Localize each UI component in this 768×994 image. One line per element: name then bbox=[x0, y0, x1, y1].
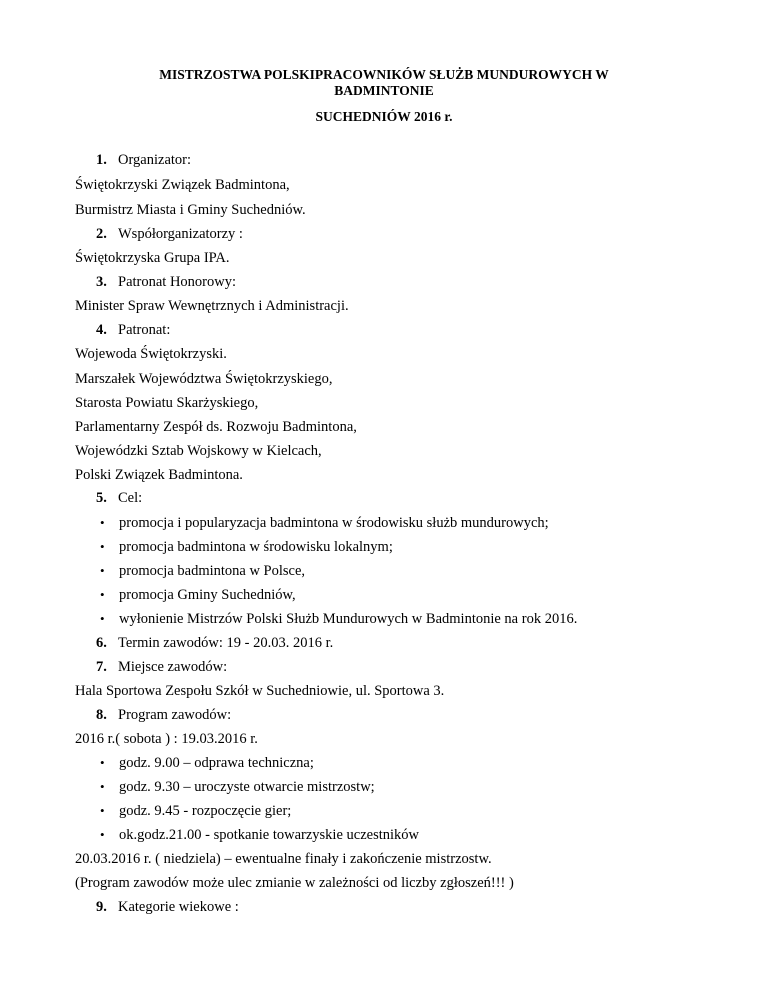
patron-line: Parlamentarny Zespół ds. Rozwoju Badmintona, bbox=[75, 419, 357, 435]
section-label: Termin zawodów: 19 - 20.03. 2016 r. bbox=[118, 635, 334, 651]
bullet-icon: • bbox=[100, 563, 105, 578]
section-label: Współorganizatorzy : bbox=[118, 226, 243, 242]
section-label: Patronat Honorowy: bbox=[118, 274, 236, 290]
section-label: Organizator: bbox=[118, 152, 192, 168]
patron-line: Wojewoda Świętokrzyski. bbox=[75, 346, 227, 362]
organizer-line: Burmistrz Miasta i Gminy Suchedniów. bbox=[75, 202, 306, 218]
section-number: 4. bbox=[96, 322, 107, 338]
program-note: (Program zawodów może ulec zmianie w zależności od liczby zgłoszeń!!! ) bbox=[75, 875, 514, 891]
program-day-2: 20.03.2016 r. ( niedziela) – ewentualne finały i zakończenie mistrzostw. bbox=[75, 851, 492, 867]
bullet-icon: • bbox=[100, 779, 105, 794]
goal-list-item: • promocja badmintona w Polsce, bbox=[100, 563, 306, 579]
bullet-icon: • bbox=[100, 587, 105, 602]
section-4-heading bbox=[96, 321, 170, 339]
section-5-heading bbox=[96, 489, 142, 507]
co-organizer-line: Świętokrzyska Grupa IPA. bbox=[75, 250, 230, 266]
program-list-item: • godz. 9.45 - rozpoczęcie gier; bbox=[100, 803, 292, 819]
section-1-heading bbox=[96, 151, 191, 169]
section-label: Kategorie wiekowe : bbox=[118, 899, 239, 915]
program-list-item: • godz. 9.00 – odprawa techniczna; bbox=[100, 755, 314, 771]
document-title-line-1: MISTRZOSTWA POLSKIPRACOWNIKÓW SŁUŻB MUNDUROWYCH W bbox=[159, 67, 609, 82]
section-label: Program zawodów: bbox=[118, 707, 232, 723]
section-number: 6. bbox=[96, 635, 107, 651]
bullet-icon: • bbox=[100, 803, 105, 818]
section-number: 2. bbox=[96, 226, 107, 242]
section-number: 1. bbox=[96, 152, 107, 168]
section-label: Cel: bbox=[118, 490, 143, 506]
goal-list-item: • wyłonienie Mistrzów Polski Służb Mundurowych w Badmintonie na rok 2016. bbox=[100, 611, 578, 627]
patron-line: Polski Związek Badmintona. bbox=[75, 467, 243, 483]
section-number: 7. bbox=[96, 659, 107, 675]
bullet-icon: • bbox=[100, 755, 105, 770]
organizer-line: Świętokrzyski Związek Badmintona, bbox=[75, 177, 290, 193]
section-2-heading bbox=[96, 225, 243, 243]
program-list-item: • godz. 9.30 – uroczyste otwarcie mistrzostw; bbox=[100, 779, 375, 795]
section-number: 8. bbox=[96, 707, 107, 723]
section-label: Patronat: bbox=[118, 322, 171, 338]
section-label: Miejsce zawodów: bbox=[118, 659, 228, 675]
goal-list-item: • promocja badmintona w środowisku lokalnym; bbox=[100, 539, 393, 555]
bullet-icon: • bbox=[100, 515, 105, 530]
patron-line: Wojewódzki Sztab Wojskowy w Kielcach, bbox=[75, 443, 322, 459]
document-title-line-2: BADMINTONIE bbox=[334, 83, 434, 98]
section-8-heading bbox=[96, 706, 231, 724]
patron-line: Starosta Powiatu Skarżyskiego, bbox=[75, 395, 259, 411]
section-6-heading bbox=[96, 634, 333, 652]
section-9-heading bbox=[96, 898, 239, 916]
bullet-icon: • bbox=[100, 611, 105, 626]
patron-line: Marszałek Województwa Świętokrzyskiego, bbox=[75, 371, 333, 387]
bullet-icon: • bbox=[100, 539, 105, 554]
document-subtitle: SUCHEDNIÓW 2016 r. bbox=[315, 109, 453, 124]
section-7-heading bbox=[96, 658, 227, 676]
section-number: 9. bbox=[96, 899, 107, 915]
section-number: 3. bbox=[96, 274, 107, 290]
section-3-heading bbox=[96, 273, 236, 291]
honorary-patron-line: Minister Spraw Wewnętrznych i Administracji. bbox=[75, 298, 349, 314]
venue-line: Hala Sportowa Zespołu Szkół w Suchedniowie, ul. Sportowa 3. bbox=[75, 683, 445, 699]
bullet-icon: • bbox=[100, 827, 105, 842]
goal-list-item: • promocja i popularyzacja badmintona w środowisku służb mundurowych; bbox=[100, 515, 549, 531]
section-number: 5. bbox=[96, 490, 107, 506]
program-list-item: • ok.godz.21.00 - spotkanie towarzyskie uczestników bbox=[100, 827, 419, 843]
goal-list-item: • promocja Gminy Suchedniów, bbox=[100, 587, 296, 603]
program-day-1: 2016 r.( sobota ) : 19.03.2016 r. bbox=[75, 731, 258, 747]
